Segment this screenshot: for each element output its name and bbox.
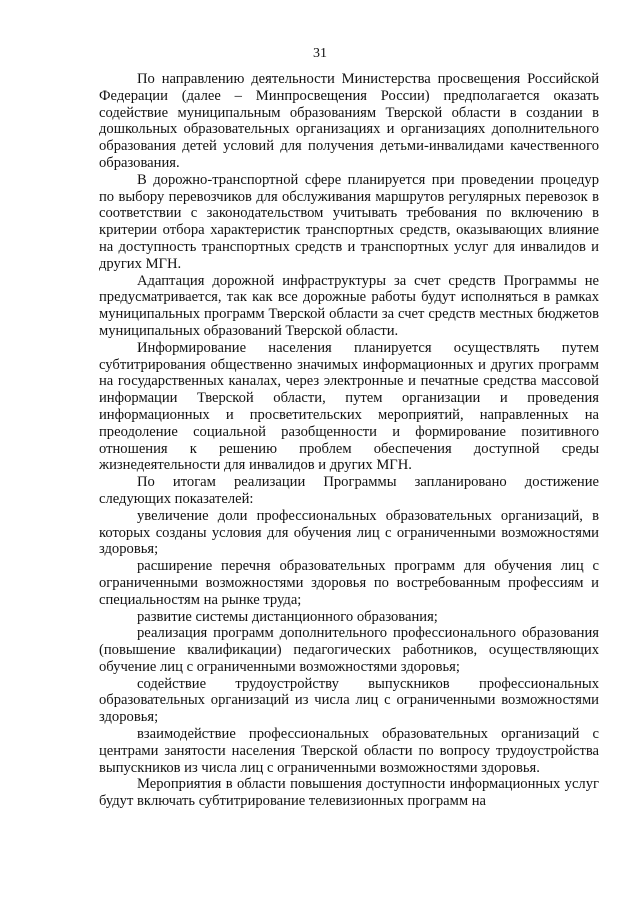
paragraph-transport: В дорожно-транспортной сфере планируется при проведении процедур по выбору перевозчиков для обслуживания маршрутов регулярных перевозок в соответствии с законодательством учитывать требования по включению в критерии отбора характеристик транспортных средств, оказывающих влияние на доступность транспортных средств и транспортных услуг для инвалидов и других МГН. xyxy=(99,171,599,272)
document-body xyxy=(99,71,599,810)
list-item-indicator-6: взаимодействие профессиональных образовательных организаций с центрами занятости населения Тверской области по вопросу трудоустройства выпускников из числа лиц с ограниченными возможностями здоровья. xyxy=(99,726,599,776)
list-item-indicator-5: содействие трудоустройству выпускников профессиональных образовательных организаций из числа лиц с ограниченными возможностями здоровья; xyxy=(99,675,599,726)
list-item-indicator-4: реализация программ дополнительного профессионального образования (повышение квалификации) педагогических работников, осуществляющих обучение лиц с ограниченными возможностями здоровья; xyxy=(99,625,599,675)
paragraph-indicators-intro: По итогам реализации Программы запланировано достижение следующих показателей: xyxy=(99,474,599,507)
list-item-indicator-3: развитие системы дистанционного образования; xyxy=(137,608,438,625)
paragraph-informing: Информирование населения планируется осуществлять путем субтитрирования общественно значимых информационных и других программ на государственных каналах, через электронные и печатные средства массовой информации Тверской области, путем организации и проведения информационных и просветительских мероприятий, направленных на преодоление социальной разобщенности и формирование позитивного отношения к решению проблем обеспечения доступной среды жизнедеятельности для инвалидов и других МГН. xyxy=(99,339,599,474)
page-number: 31 xyxy=(313,46,327,61)
paragraph-information-services: Мероприятия в области повышения доступности информационных услуг будут включать субтитрирование телевизионных программ на xyxy=(99,776,599,810)
list-item-indicator-1: увеличение доли профессиональных образовательных организаций, в которых созданы условия для обучения лиц с ограниченными возможностями здоровья; xyxy=(99,507,599,558)
list-item-indicator-2: расширение перечня образовательных программ для обучения лиц с ограниченными возможностями здоровья по востребованным профессиям и специальностям на рынке труда; xyxy=(99,558,599,608)
paragraph-minprosvescheniya: По направлению деятельности Министерства просвещения Российской Федерации (далее – Минпросвещения России) предполагается оказать содействие муниципальным образованиям Тверской области в создании в дошкольных образовательных организациях и организациях дополнительного образования детей условий для получения детьми-инвалидами качественного образования. xyxy=(99,71,599,171)
paragraph-road-infrastructure: Адаптация дорожной инфраструктуры за счет средств Программы не предусматривается, так как все дорожные работы будут исполняться в рамках муниципальных программ Тверской области за счет средств местных бюджетов муниципальных образований Тверской области. xyxy=(99,272,599,339)
